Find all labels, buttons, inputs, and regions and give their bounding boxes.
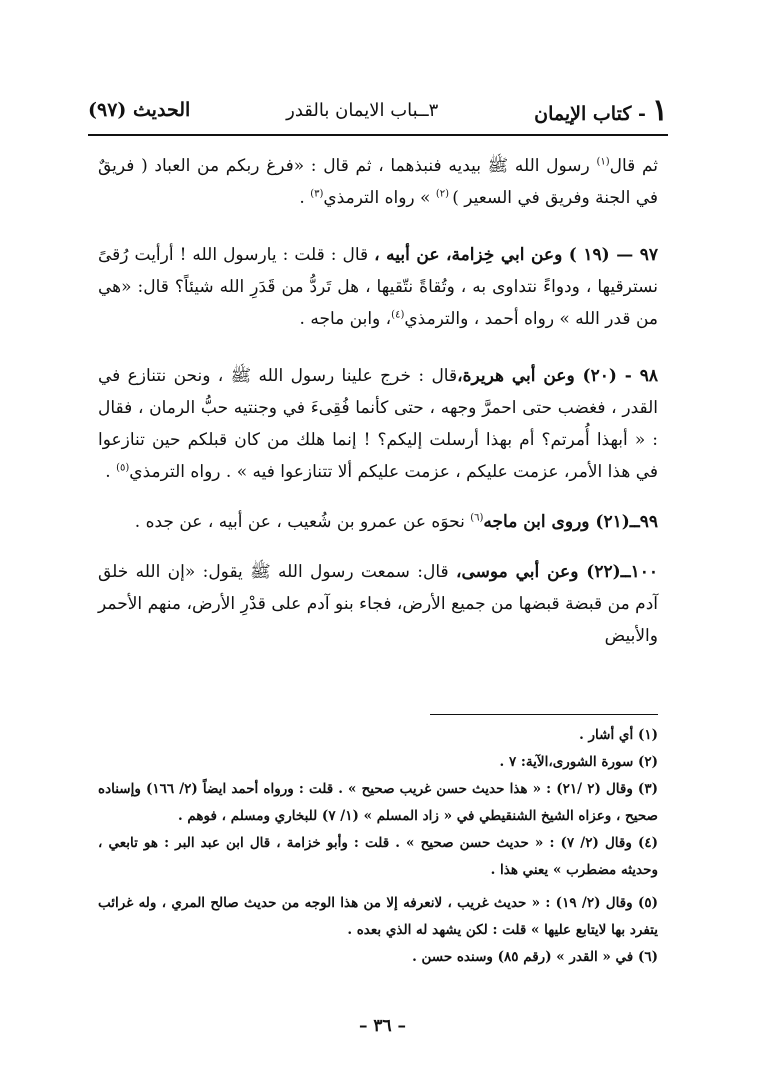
hadith-label: الحديث (٩٧): [88, 99, 191, 121]
book-title-group: [534, 93, 668, 128]
footnote-3: (٣) وقال (٢ /٢١) : « هذا حديث حسن غريب صحيح » . قلت : ورواه أحمد ايضاً (٢/ ١٦٦) وإسناده صحيح ، وعزاه الشيخ الشنقيطي في « زاد المسلم » (١/ ٧) للبخاري ومسلم ، فوهم .: [98, 781, 658, 824]
continuation-text-4: .: [299, 188, 311, 208]
footnote-ref-2: (٢): [435, 188, 453, 200]
footnote-4: (٤) وقال (٢/ ٧) : « حديث حسن صحيح » . قلت : وأبو خزامة ، قال ابن عبد البر : هو تابعي ، وحديثه مضطرب » يعني هذا .: [98, 835, 658, 878]
running-header: [88, 92, 668, 128]
chapter-title: ٣ــباب الايمان بالقدر: [286, 99, 439, 121]
hadith-98-text-2: .: [105, 462, 117, 482]
footnote-ref-6: (٦): [470, 512, 484, 524]
continuation-paragraph: [98, 150, 658, 214]
main-text: [98, 150, 658, 677]
footnote-5: (٥) وقال (٢/ ١٩) : « حديث غريب ، لانعرفه إلا من هذا الوجه من حديث صالح المري ، وله غرائب يتفرد بها لايتابع عليها » قلت : لكن يشهد له الذي بعده .: [98, 895, 658, 938]
hadith-100-lead: ١٠٠ــ(٢٢) وعن أبي موسى،: [455, 562, 658, 582]
hadith-97-paragraph: [98, 239, 658, 335]
continuation-text-3: » رواه الترمذي: [323, 188, 436, 208]
book-title: - كتاب الإيمان: [534, 102, 646, 125]
footnote-rule: [430, 714, 658, 715]
hadith-98-paragraph: [98, 360, 658, 488]
footnote-ref-1: (١): [596, 156, 610, 168]
footnote-ref-4: (٤): [391, 309, 405, 321]
footnote-6: (٦) في « القدر » (رقم ٨٥) وسنده حسن .: [412, 949, 658, 965]
continuation-text-2: رسول الله ﷺ بيديه فنبذهما ، ثم قال : «فرغ ربكم من العباد ( فريقٌ في الجنة وفريق في السعير ): [98, 156, 658, 208]
hadith-100-text-1: قال: سمعت رسول الله ﷺ يقول: «إن الله خلق آدم من قبضة قبضها من جميع الأرض، فجاء بنو آدم على قدْرِ الأرض، منهم الأحمر والأبيض: [98, 562, 658, 646]
hadith-97-text-2: ، وابن ماجه .: [299, 309, 392, 329]
hadith-100-paragraph: [98, 556, 658, 652]
hadith-99-lead: ٩٩ــ(٢١) وروى ابن ماجه: [483, 512, 658, 532]
hadith-97-lead: ٩٧ — (١٩ ) وعن ابي خِزامة، عن أبيه ،: [374, 245, 658, 265]
hadith-99-paragraph: [98, 506, 658, 538]
footnote-2: (٢) سورة الشورى،الآية: ٧ .: [499, 754, 658, 770]
header-rule: [88, 134, 668, 136]
hadith-97-text-1: قال : قلت : يارسول الله ! أرأيت رُقىً نسترقيها ، ودواءً نتداوى به ، وتُقاةً نتّقيها ، هل تَردُّ من قَدَرِ الله شيئاً؟ قال: «هي من قدر الله » رواه أحمد ، والترمذي: [98, 245, 658, 329]
footnote-1: (١) أي أشار .: [579, 727, 658, 743]
footnotes: [98, 722, 658, 971]
hadith-98-text-1: قال : خرج علينا رسول الله ﷺ ، ونحن نتنازع في القدر ، فغضب حتى احمرَّ وجهه ، حتى كأنما فُقِىءَ في وجنتيه حبُّ الرمان ، فقال : « أبهذا أُمرتم؟ أم بهذا أرسلت إليكم؟ ! إنما هلك من كان قبلكم حين تنازعوا في هذا الأمر، عزمت عليكم ، عزمت عليكم ألا تتنازعوا فيه » . رواه الترمذي: [98, 366, 658, 482]
section-number: ١: [651, 92, 668, 128]
hadith-99-text-1: نحوَه عن عمرو بن شُعيب ، عن أبيه ، عن جده .: [134, 512, 471, 532]
continuation-text-1: ثم قال: [609, 156, 658, 176]
footnote-ref-3: (٣): [310, 188, 324, 200]
footnote-ref-5: (٥): [116, 462, 130, 474]
hadith-98-lead: ٩٨ - (٢٠) وعن أبي هريرة،: [457, 366, 658, 386]
page-number: – ٣٦ –: [358, 1016, 407, 1036]
